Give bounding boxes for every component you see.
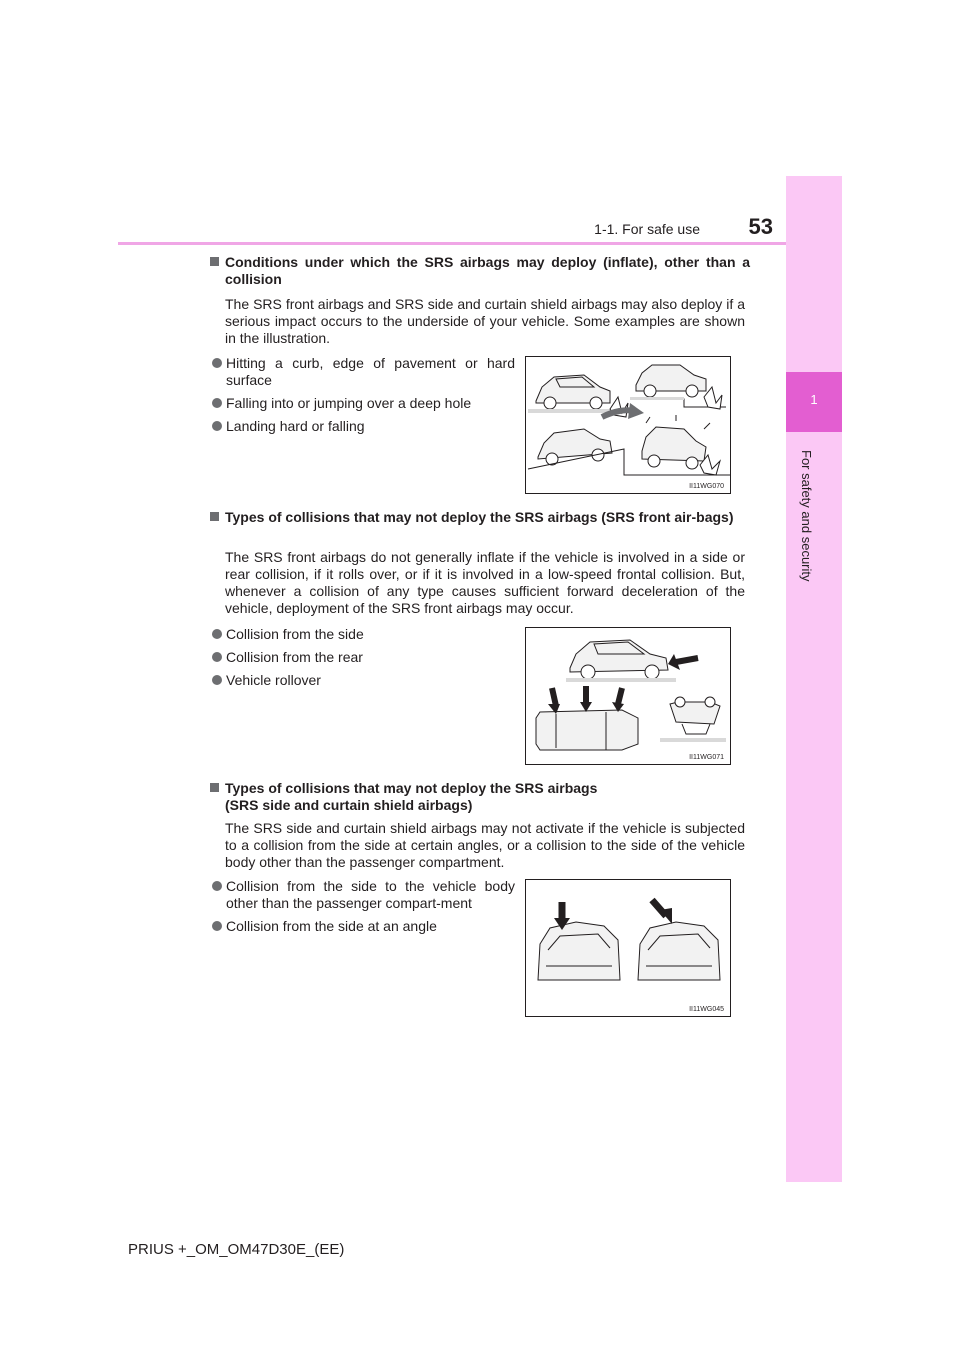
list-item: Collision from the side: [210, 626, 515, 643]
bullet-list: [210, 878, 515, 941]
list-item: Vehicle rollover: [210, 672, 515, 689]
list-item: Collision from the rear: [210, 649, 515, 666]
figure-code: II11WG071: [689, 754, 724, 761]
list-item: Collision from the side at an angle: [210, 918, 515, 935]
page-number: 53: [748, 214, 773, 239]
section-heading-text: Types of collisions that may not deploy the SRS airbags (SRS side and curtain shield airbags): [225, 780, 598, 813]
list-item: Hitting a curb, edge of pavement or hard surface: [210, 355, 515, 389]
section-paragraph: The SRS front airbags and SRS side and curtain shield airbags may also deploy if a serious impact occurs to the underside of your vehicle. Some examples are shown in the illustration.: [225, 296, 745, 346]
section-heading-front-airbags: [210, 509, 750, 526]
bullet-icon: [212, 358, 222, 368]
chapter-label: For safety and security: [799, 450, 814, 582]
bullet-icon: [212, 421, 222, 431]
bullet-icon: [212, 881, 222, 891]
heading-square-icon: [210, 512, 219, 521]
list-item: Falling into or jumping over a deep hole: [210, 395, 515, 412]
header-divider: [118, 242, 786, 245]
section-heading-deploy-conditions: [210, 254, 750, 288]
illustration-underside-impact: [525, 356, 731, 494]
underside-impact-drawing: [526, 357, 730, 493]
bullet-icon: [212, 398, 222, 408]
section-heading-text: Types of collisions that may not deploy the SRS airbags (SRS front air-bags): [225, 509, 734, 525]
illustration-side-collision-angles: [525, 879, 731, 1017]
section-heading-side-airbags: [210, 780, 750, 814]
section-paragraph: The SRS side and curtain shield airbags may not activate if the vehicle is subjected to a collision from the side at certain angles, or a collision to the side of the vehicle body other than the passenger compartment.: [225, 820, 745, 870]
manual-code-footer: PRIUS +_OM_OM47D30E_(EE): [128, 1241, 345, 1258]
list-item: Landing hard or falling: [210, 418, 515, 435]
bullet-icon: [212, 675, 222, 685]
bullet-list: [210, 626, 515, 695]
side-collision-drawing: [526, 880, 730, 1016]
illustration-collision-types: [525, 627, 731, 765]
figure-code: II11WG045: [689, 1006, 724, 1013]
heading-square-icon: [210, 257, 219, 266]
section-heading-text: Conditions under which the SRS airbags may deploy (inflate), other than a collision: [225, 254, 750, 287]
chapter-number: 1: [810, 392, 818, 407]
chapter-side-tab: [786, 176, 842, 1182]
section-paragraph: The SRS front airbags do not generally inflate if the vehicle is involved in a side or rear collision, if it rolls over, or if it is involved in a low-speed frontal collision. But, whenever a collision of any type causes sufficient forward deceleration of the vehicle, deployment of the SRS front airbags may occur.: [225, 549, 745, 616]
header-section-title: 1-1. For safe use: [594, 221, 700, 237]
bullet-icon: [212, 921, 222, 931]
figure-code: II11WG070: [689, 483, 724, 490]
chapter-label-wrap: [800, 450, 828, 600]
collision-types-drawing: [526, 628, 730, 764]
bullet-icon: [212, 652, 222, 662]
bullet-icon: [212, 629, 222, 639]
heading-square-icon: [210, 783, 219, 792]
list-item: Collision from the side to the vehicle body other than the passenger compart-ment: [210, 878, 515, 912]
bullet-list: [210, 355, 515, 441]
